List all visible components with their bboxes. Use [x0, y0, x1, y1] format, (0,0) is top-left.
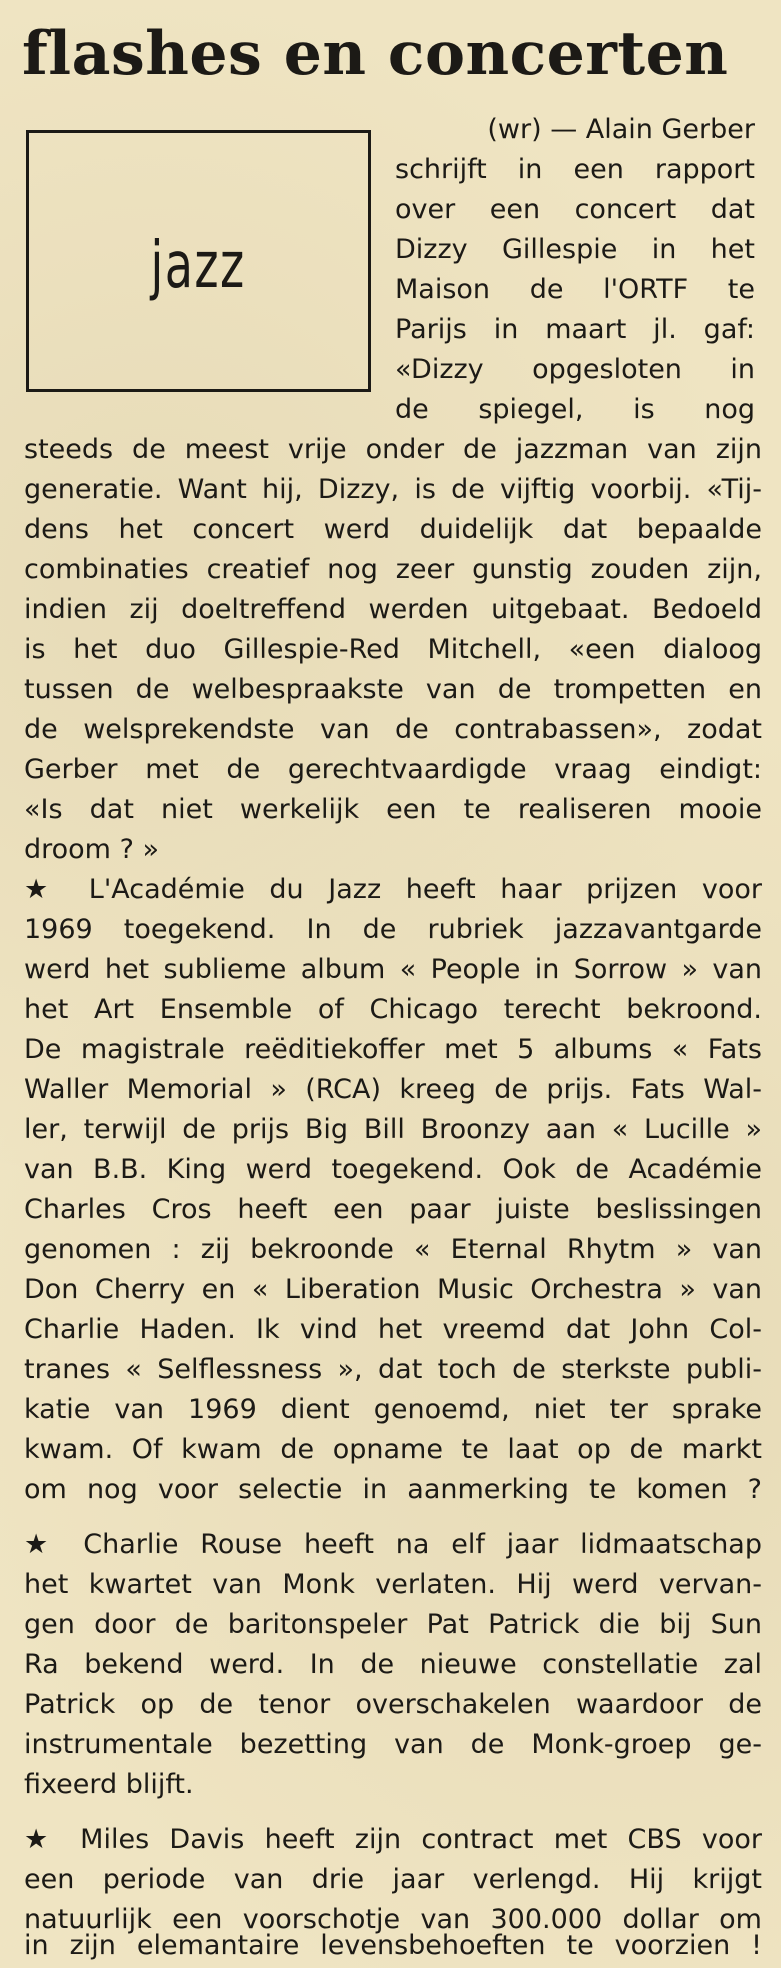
article-line: combinaties creatief nog zeer gunstig zouden zijn, [24, 554, 762, 585]
article-line: Dizzy Gillespie in het [395, 234, 755, 265]
article-line: Charles Cros heeft een paar juiste beslissingen [24, 1194, 762, 1225]
article-line: Charlie Haden. Ik vind het vreemd dat John Col- [24, 1314, 762, 1345]
headline: flashes en concerten [22, 19, 729, 89]
article-line: droom ? » [24, 834, 159, 865]
article-line: Ra bekend werd. In de nieuwe constellatie zal [24, 1649, 762, 1680]
article-line: het kwartet van Monk verlaten. Hij werd vervan- [24, 1569, 762, 1600]
article-line: dens het concert werd duidelijk dat bepaalde [24, 514, 762, 545]
article-line: generatie. Want hij, Dizzy, is de vijftig voorbij. «Tij- [24, 474, 762, 505]
article-line: ★ L'Académie du Jazz heeft haar prijzen voor [24, 874, 762, 905]
article-line: instrumentale bezetting van de Monk-groep ge- [24, 1729, 762, 1760]
article-line: Gerber met de gerechtvaardigde vraag eindigt: [24, 754, 762, 785]
article-line: de spiegel, is nog [395, 394, 755, 425]
article-line: Patrick op de tenor overschakelen waardoor de [24, 1689, 762, 1720]
article-line: Parijs in maart jl. gaf: [395, 314, 755, 345]
jazz-section-logo-box [26, 130, 371, 392]
article-line: genomen : zij bekroonde « Eternal Rhytm » van [24, 1234, 762, 1265]
article-line: een periode van drie jaar verlengd. Hij krijgt [24, 1864, 762, 1895]
article-line: het Art Ensemble of Chicago terecht bekroond. [24, 994, 762, 1025]
article-line: de welsprekendste van de contrabassen», zodat [24, 714, 762, 745]
article-line: natuurlijk een voorschotje van 300.000 dollar om [24, 1904, 762, 1935]
article-line: «Is dat niet werkelijk een te realiseren mooie [24, 794, 762, 825]
article-line: in zijn elemantaire levensbehoeften te voorzien ! [24, 1930, 762, 1961]
article-line: ler, terwijl de prijs Big Bill Broonzy aan « Lucille » [24, 1114, 762, 1145]
article-line: schrijft in een rapport [395, 154, 755, 185]
article-line: om nog voor selectie in aanmerking te komen ? [24, 1474, 762, 1505]
article-line: indien zij doeltreffend werden uitgebaat. Bedoeld [24, 594, 762, 625]
article-line: Don Cherry en « Liberation Music Orchestra » van [24, 1274, 762, 1305]
jazz-section-logo-text: jazz [150, 229, 247, 303]
article-line: van B.B. King werd toegekend. Ook de Académie [24, 1154, 762, 1185]
article-line: is het duo Gillespie-Red Mitchell, «een dialoog [24, 634, 762, 665]
article-line: ★ Miles Davis heeft zijn contract met CBS voor [24, 1824, 762, 1855]
article-line: tranes « Selflessness », dat toch de sterkste publi- [24, 1354, 762, 1385]
article-line: «Dizzy opgesloten in [395, 354, 755, 385]
article-line: steeds de meest vrije onder de jazzman van zijn [24, 434, 762, 465]
article-line: katie van 1969 dient genoemd, niet ter sprake [24, 1394, 762, 1425]
article-line: Maison de l'ORTF te [395, 274, 755, 305]
article-line: fixeerd blijft. [24, 1769, 194, 1800]
article-line: ★ Charlie Rouse heeft na elf jaar lidmaatschap [24, 1529, 762, 1560]
article-line: (wr) — Alain Gerber [487, 114, 755, 145]
article-line: Waller Memorial » (RCA) kreeg de prijs. Fats Wal- [24, 1074, 762, 1105]
article-line: werd het sublieme album « People in Sorrow » van [24, 954, 762, 985]
article-line: tussen de welbespraakste van de trompetten en [24, 674, 762, 705]
article-line: 1969 toegekend. In de rubriek jazzavantgarde [24, 914, 762, 945]
article-line: over een concert dat [395, 194, 755, 225]
article-line: gen door de baritonspeler Pat Patrick die bij Sun [24, 1609, 762, 1640]
article-line: kwam. Of kwam de opname te laat op de markt [24, 1434, 762, 1465]
article-line: De magistrale reëditiekoffer met 5 albums « Fats [24, 1034, 762, 1065]
